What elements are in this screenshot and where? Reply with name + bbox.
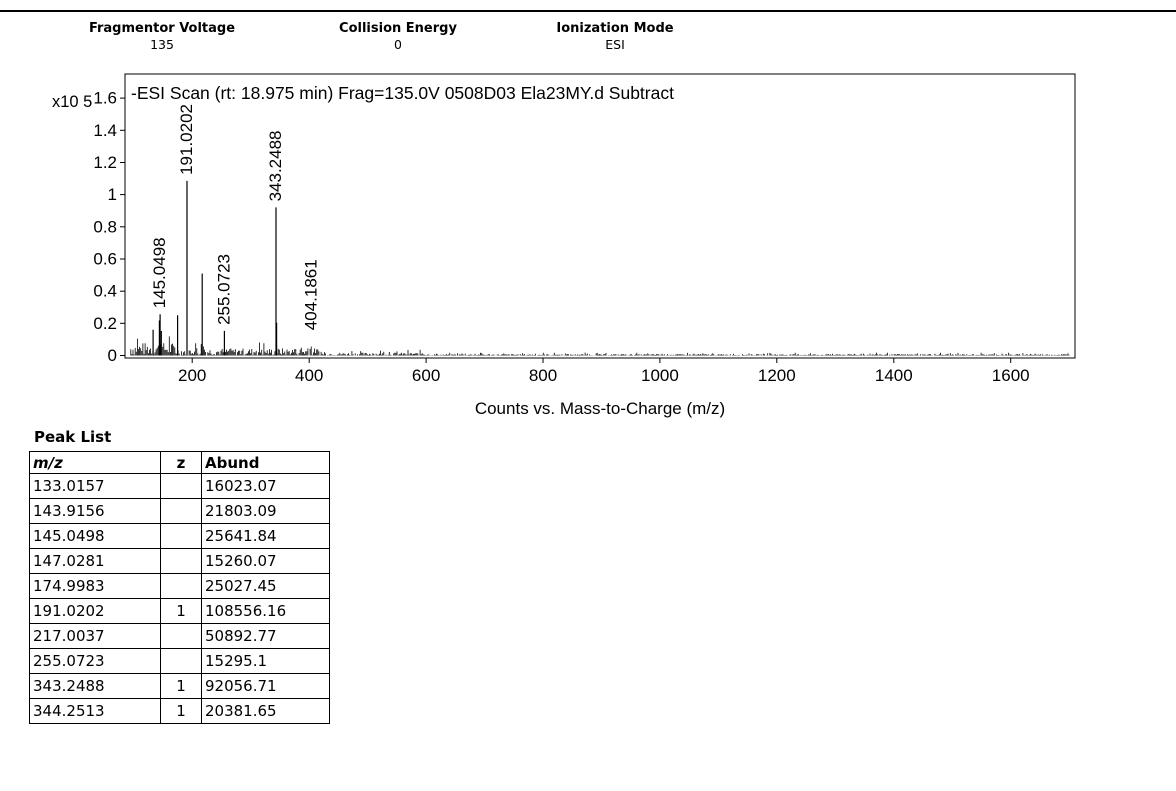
- table-row: [30, 499, 330, 524]
- plot-frame: [125, 74, 1075, 358]
- y-tick-label: 1: [107, 185, 117, 205]
- cell-mz: 255.0723: [30, 649, 161, 674]
- header-z: z: [161, 452, 202, 474]
- table-row: [30, 574, 330, 599]
- y-tick-label: 0.4: [93, 281, 117, 301]
- cell-z: 1: [161, 599, 202, 624]
- table-header-row: [30, 452, 330, 474]
- chart-title: -ESI Scan (rt: 18.975 min) Frag=135.0V 0508D03 Ela23MY.d Subtract: [131, 83, 674, 103]
- cell-z: [161, 499, 202, 524]
- header-mz: [30, 452, 161, 474]
- x-tick-label: 1000: [640, 366, 679, 385]
- y-tick-label: 1.6: [93, 88, 117, 108]
- header-mz-label: m/z: [33, 453, 63, 472]
- cell-mz: 145.0498: [30, 524, 161, 549]
- y-tick-label: 0.2: [93, 313, 117, 333]
- x-tick-label: 1400: [874, 366, 913, 385]
- peak-label: 145.0498: [150, 237, 170, 309]
- peak-label: 343.2488: [266, 130, 285, 202]
- cell-z: [161, 524, 202, 549]
- header-abund: Abund: [202, 452, 330, 474]
- cell-mz: 133.0157: [30, 474, 161, 499]
- cell-abund: 21803.09: [202, 499, 330, 524]
- cell-abund: 25641.84: [202, 524, 330, 549]
- cell-z: [161, 649, 202, 674]
- cell-abund: 20381.65: [202, 699, 330, 724]
- cell-abund: 15295.1: [202, 649, 330, 674]
- cell-mz: 217.0037: [30, 624, 161, 649]
- param-value: 0: [394, 37, 402, 52]
- param-label: Collision Energy: [339, 21, 457, 36]
- cell-z: [161, 574, 202, 599]
- param-value: 135: [150, 37, 174, 52]
- y-scale-label: x10 5: [52, 93, 93, 111]
- y-tick-label: 1.4: [93, 120, 117, 140]
- cell-z: 1: [161, 674, 202, 699]
- table-row: [30, 599, 330, 624]
- peak-list-title: Peak List: [34, 428, 112, 446]
- x-tick-label: 600: [411, 366, 441, 385]
- y-tick-label: 0.8: [93, 217, 117, 237]
- x-tick-label: 200: [178, 366, 207, 385]
- cell-abund: 16023.07: [202, 474, 330, 499]
- cell-z: [161, 549, 202, 574]
- peak-list-table: [29, 451, 330, 724]
- table-row: [30, 649, 330, 674]
- baseline-noise: [131, 336, 1069, 355]
- cell-z: [161, 474, 202, 499]
- x-tick-label: 1600: [991, 366, 1030, 385]
- y-tick-label: 0.6: [93, 249, 117, 269]
- cell-mz: 191.0202: [30, 599, 161, 624]
- y-tick-label: 1.2: [93, 153, 117, 172]
- cell-mz: 344.2513: [30, 699, 161, 724]
- table-row: [30, 699, 330, 724]
- peak-label: 191.0202: [177, 103, 196, 175]
- param-value: ESI: [605, 37, 625, 52]
- cell-abund: 92056.71: [202, 674, 330, 699]
- table-row: [30, 524, 330, 549]
- cell-mz: 147.0281: [30, 549, 161, 574]
- y-tick-label: 0: [107, 346, 117, 365]
- x-tick-label: 1200: [757, 366, 796, 385]
- table-row: [30, 474, 330, 499]
- param-label: Ionization Mode: [556, 21, 674, 36]
- cell-abund: 15260.07: [202, 549, 330, 574]
- peak-label: 255.0723: [214, 253, 234, 325]
- cell-abund: 50892.77: [202, 624, 330, 649]
- peak-label: 404.1861: [301, 259, 321, 331]
- cell-abund: 25027.45: [202, 574, 330, 599]
- table-row: [30, 674, 330, 699]
- cell-abund: 108556.16: [202, 599, 330, 624]
- param-label: Fragmentor Voltage: [88, 21, 236, 36]
- cell-mz: 343.2488: [30, 674, 161, 699]
- cell-z: 1: [161, 699, 202, 724]
- cell-mz: 174.9983: [30, 574, 161, 599]
- x-axis-label: Counts vs. Mass-to-Charge (m/z): [474, 399, 726, 418]
- table-row: [30, 624, 330, 649]
- table-row: [30, 549, 330, 574]
- cell-mz: 143.9156: [30, 499, 161, 524]
- x-tick-label: 400: [295, 366, 324, 385]
- x-tick-label: 800: [528, 366, 558, 385]
- cell-z: [161, 624, 202, 649]
